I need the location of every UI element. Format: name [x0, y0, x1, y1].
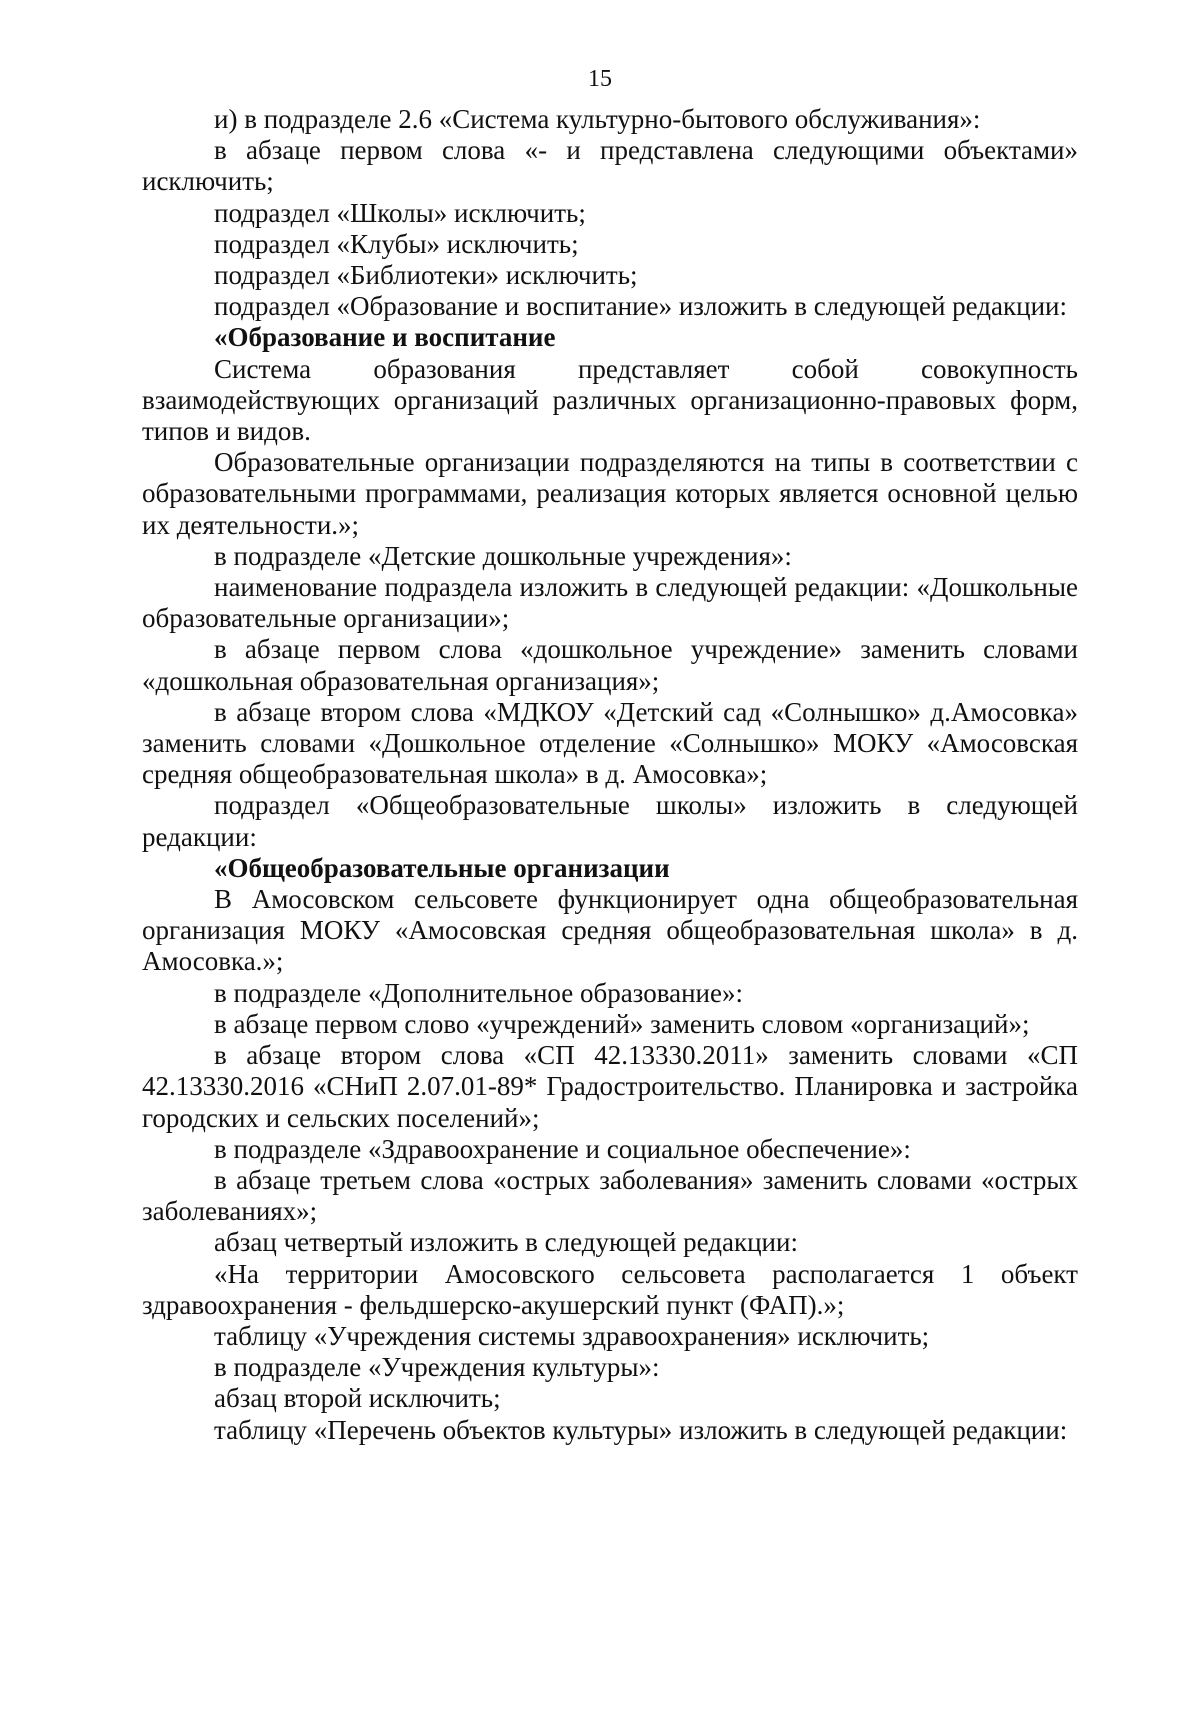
paragraph: наименование подраздела изложить в следующей редакции: «Дошкольные образовательные организации»;	[142, 572, 1078, 634]
paragraph: подраздел «Клубы» исключить;	[214, 228, 579, 259]
paragraph: В Амосовском сельсовете функционирует одна общеобразовательная организация МОКУ «Амосовская средняя общеобразовательная школа» в д. Амосовка.»;	[142, 884, 1078, 977]
paragraph: в подразделе «Учреждения культуры»:	[214, 1352, 660, 1383]
paragraph: в абзаце первом слова «дошкольное учреждение» заменить словами «дошкольная образовательная организация»;	[142, 634, 1078, 696]
paragraph: абзац четвертый изложить в следующей редакции:	[214, 1227, 798, 1258]
document-body	[142, 104, 1078, 1446]
paragraph: в подразделе «Детские дошкольные учреждения»:	[214, 540, 792, 571]
paragraph: таблицу «Учреждения системы здравоохранения» исключить;	[214, 1320, 930, 1351]
paragraph: в абзаце первом слово «учреждений» заменить словом «организаций»;	[214, 1008, 1030, 1039]
paragraph: в подразделе «Дополнительное образование»:	[214, 977, 743, 1008]
paragraph: абзац второй исключить;	[214, 1383, 501, 1414]
paragraph: в абзаце третьем слова «острых заболевания» заменить словами «острых заболеваниях»;	[142, 1164, 1078, 1227]
paragraph: «На территории Амосовского сельсовета располагается 1 объект здравоохранения - фельдшерско-акушерский пункт (ФАП).»;	[142, 1258, 1078, 1320]
paragraph: подраздел «Общеобразовательные школы» изложить в следующей редакции:	[142, 790, 1078, 852]
section-heading: «Общеобразовательные организации	[214, 852, 670, 883]
paragraph: в абзаце втором слова «СП 42.13330.2011» заменить словами «СП 42.13330.2016 «СНиП 2.07.01-89* Градостроительство. Планировка и застройка городских и сельских поселений»;	[142, 1040, 1078, 1133]
paragraph: и) в подразделе 2.6 «Система культурно-бытового обслуживания»:	[214, 104, 981, 134]
paragraph: подраздел «Образование и воспитание» изложить в следующей редакции:	[214, 291, 1067, 322]
paragraph: в абзаце первом слова «- и представлена следующими объектами» исключить;	[142, 135, 1078, 197]
paragraph: подраздел «Библиотеки» исключить;	[214, 260, 638, 291]
paragraph: подраздел «Школы» исключить;	[214, 197, 586, 228]
paragraph: таблицу «Перечень объектов культуры» изложить в следующей редакции:	[214, 1414, 1068, 1445]
paragraph: Образовательные организации подразделяются на типы в соответствии с образовательными программами, реализация которых является основной целью их деятельности.»;	[142, 447, 1078, 540]
paragraph: в абзаце втором слова «МДКОУ «Детский сад «Солнышко» д.Амосовка» заменить словами «Дошкольное отделение «Солнышко» МОКУ «Амосовская средняя общеобразовательная школа» в д. Амосовка»;	[142, 696, 1078, 790]
paragraph: в подразделе «Здравоохранение и социальное обеспечение»:	[214, 1133, 911, 1164]
page-number: 15	[588, 66, 612, 92]
paragraph: Система образования представляет собой совокупность взаимодействующих организаций различных организационно-правовых форм, типов и видов.	[142, 353, 1078, 447]
section-heading: «Образование и воспитание	[214, 322, 556, 353]
